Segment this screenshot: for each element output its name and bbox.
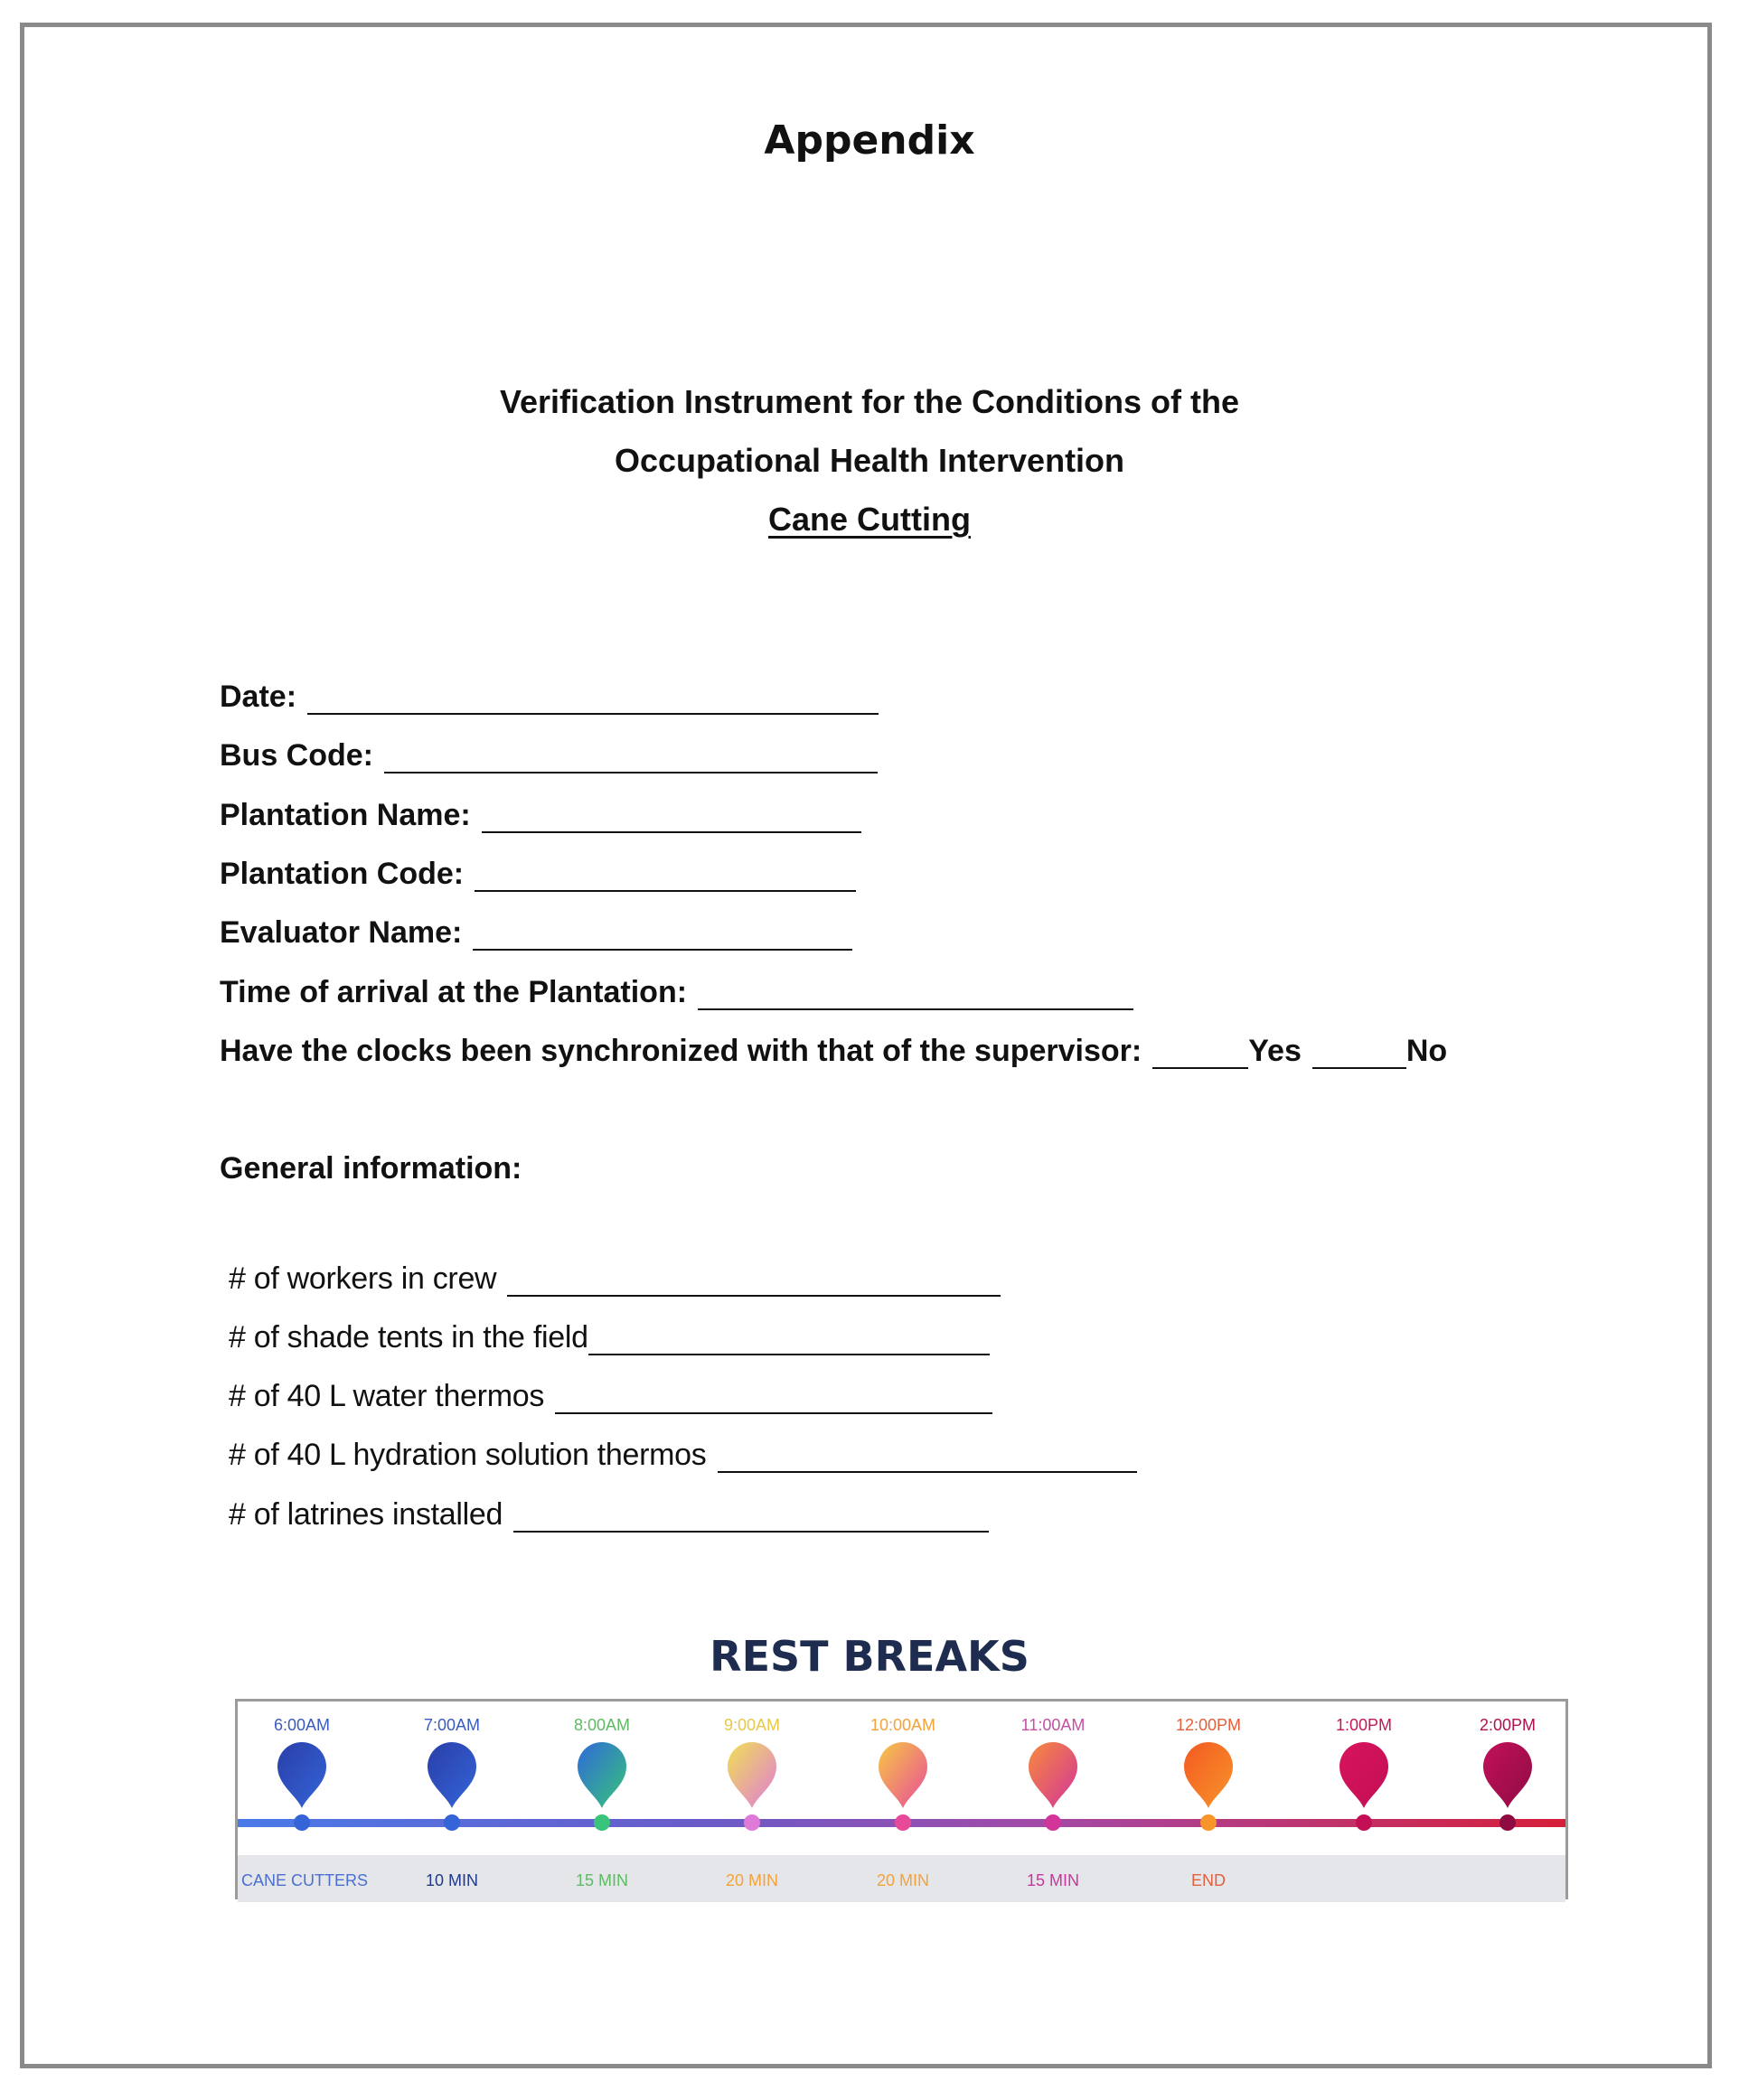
bus-code-field	[220, 738, 878, 773]
time-pin-marker	[1184, 1742, 1233, 1808]
timeline-dot	[1045, 1814, 1061, 1831]
rest-breaks-graphic	[238, 1702, 1565, 1902]
cane-cutters-row-label: CANE CUTTERS	[241, 1871, 369, 1889]
latrines-blank[interactable]	[513, 1504, 989, 1533]
timeline-dot	[594, 1814, 610, 1831]
time-label: 6:00AM	[273, 1716, 331, 1734]
water-thermos-label: # of 40 L water thermos	[229, 1379, 545, 1413]
time-label: 10:00AM	[870, 1716, 936, 1734]
arrival-time-field	[220, 975, 1133, 1010]
time-label: 1:00PM	[1335, 1716, 1393, 1734]
workers-blank[interactable]	[507, 1268, 1001, 1297]
evaluator-name-blank[interactable]	[473, 922, 852, 951]
time-pin-marker	[578, 1742, 626, 1808]
time-label: 7:00AM	[423, 1716, 481, 1734]
date-field	[220, 680, 879, 715]
bus-code-blank[interactable]	[384, 745, 878, 773]
timeline-dot	[444, 1814, 460, 1831]
hydration-thermos-label: # of 40 L hydration solution thermos	[229, 1438, 707, 1472]
shade-tents-field	[229, 1320, 990, 1355]
general-information-heading: General information:	[220, 1151, 522, 1186]
yes-blank[interactable]	[1152, 1040, 1248, 1069]
rest-breaks-title: REST BREAKS	[710, 1632, 1029, 1681]
water-thermos-field	[229, 1379, 992, 1414]
clocks-question-label: Have the clocks been synchronized with that of the supervisor:	[220, 1034, 1142, 1068]
plantation-name-label: Plantation Name:	[220, 798, 471, 832]
workers-label: # of workers in crew	[229, 1261, 497, 1296]
latrines-field	[229, 1497, 989, 1533]
break-duration-label: 15 MIN	[575, 1871, 629, 1889]
date-blank[interactable]	[307, 686, 879, 715]
arrival-time-label: Time of arrival at the Plantation:	[220, 975, 688, 1009]
time-label: 2:00PM	[1479, 1716, 1537, 1734]
no-blank[interactable]	[1312, 1040, 1406, 1069]
time-pin-marker	[1340, 1742, 1388, 1808]
time-label: 9:00AM	[723, 1716, 781, 1734]
arrival-time-blank[interactable]	[698, 981, 1133, 1010]
hydration-thermos-blank[interactable]	[718, 1444, 1137, 1473]
break-duration-label: END	[1190, 1871, 1227, 1889]
yes-label: Yes	[1248, 1034, 1302, 1068]
document-subtitle: Cane Cutting	[768, 501, 971, 538]
break-duration-label: 15 MIN	[1026, 1871, 1080, 1889]
timeline-dot	[744, 1814, 760, 1831]
plantation-name-blank[interactable]	[482, 804, 861, 833]
clocks-sync-field	[220, 1034, 1447, 1069]
rest-breaks-schedule	[235, 1699, 1568, 1899]
time-label: 11:00AM	[1020, 1716, 1086, 1734]
plantation-code-field	[220, 857, 856, 892]
time-label: 8:00AM	[573, 1716, 631, 1734]
no-label: No	[1405, 1034, 1448, 1068]
timeline-dot	[294, 1814, 310, 1831]
document-title-line-1: Verification Instrument for the Conditions of the	[499, 383, 1239, 420]
time-pin-marker	[728, 1742, 776, 1808]
break-duration-label: 20 MIN	[725, 1871, 779, 1889]
timeline-dot	[895, 1814, 911, 1831]
workers-field	[229, 1261, 1001, 1297]
plantation-name-field	[220, 798, 861, 833]
time-pin-marker	[1029, 1742, 1077, 1808]
break-duration-label: 10 MIN	[425, 1871, 479, 1889]
hydration-thermos-field	[229, 1438, 1137, 1473]
appendix-title: Appendix	[764, 117, 975, 164]
plantation-code-blank[interactable]	[475, 863, 856, 892]
shade-tents-label: # of shade tents in the field	[229, 1320, 588, 1355]
water-thermos-blank[interactable]	[555, 1385, 992, 1414]
break-duration-label: 20 MIN	[876, 1871, 930, 1889]
evaluator-name-field	[220, 915, 852, 951]
evaluator-name-label: Evaluator Name:	[220, 915, 463, 950]
plantation-code-label: Plantation Code:	[220, 857, 465, 891]
timeline-dot	[1200, 1814, 1217, 1831]
document-title-line-2: Occupational Health Intervention	[614, 442, 1125, 479]
timeline-dot	[1499, 1814, 1516, 1831]
time-pin-marker	[1483, 1742, 1532, 1808]
timeline-dot	[1356, 1814, 1372, 1831]
shade-tents-blank[interactable]	[588, 1327, 990, 1355]
time-pin-marker	[879, 1742, 927, 1808]
time-pin-marker	[277, 1742, 326, 1808]
time-label: 12:00PM	[1175, 1716, 1242, 1734]
latrines-label: # of latrines installed	[229, 1497, 503, 1532]
time-pin-marker	[428, 1742, 476, 1808]
bus-code-label: Bus Code:	[220, 738, 373, 773]
date-label: Date:	[220, 680, 297, 714]
